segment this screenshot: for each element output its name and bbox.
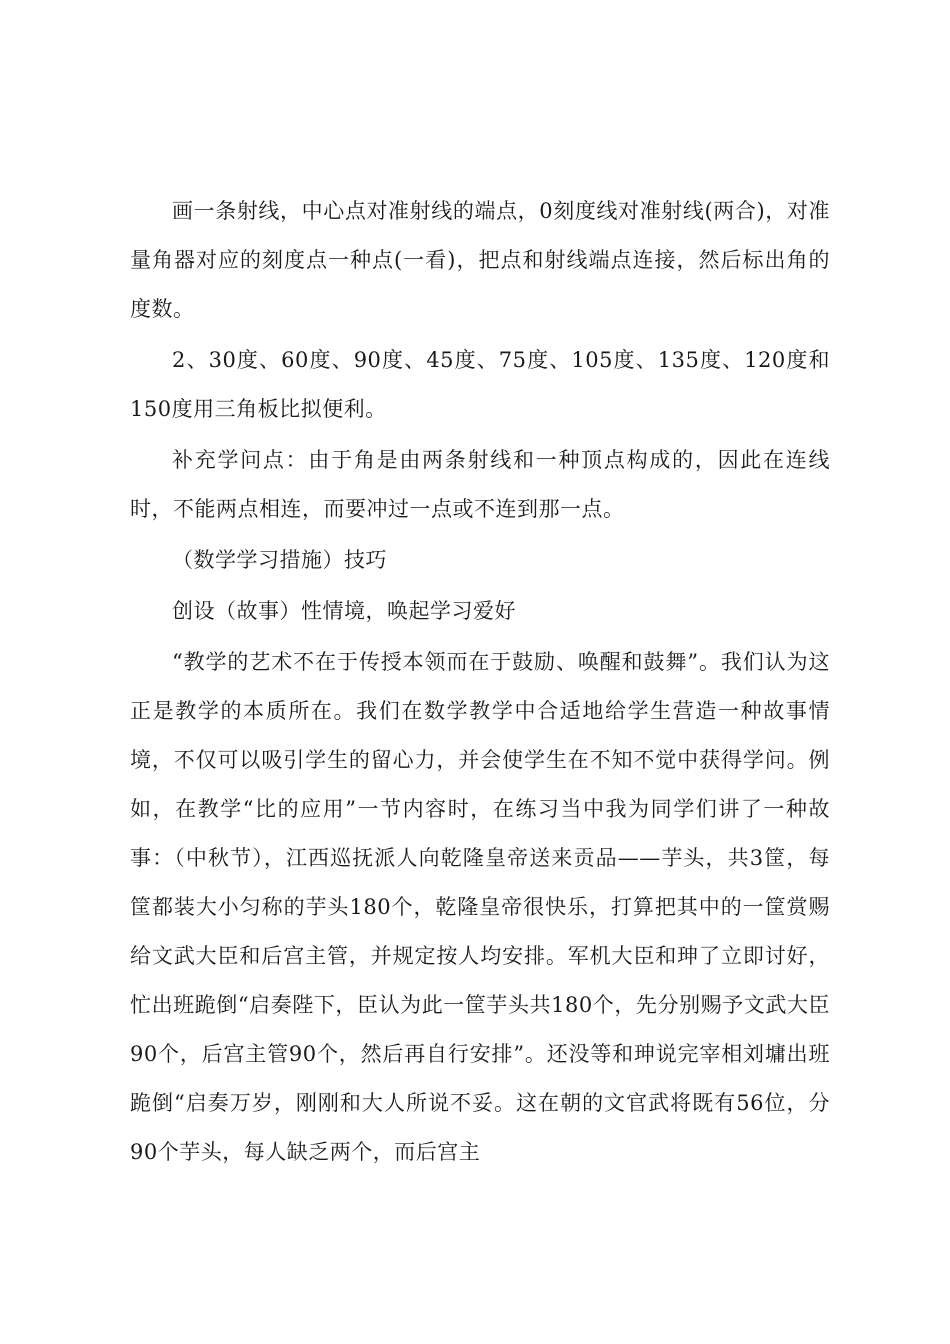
paragraph-triangle-ruler-angles: 2、30度、60度、90度、45度、75度、105度、135度、120度和150度用三角板比拟便利。 [130, 348, 830, 421]
paragraph-story-example: “教学的艺术不在于传授本领而在于鼓励、唤醒和鼓舞”。我们认为这正是教学的本质所在。我们在数学教学中合适地给学生营造一种故事情境，不仅可以吸引学生的留心力，并会使学生在不知不觉中获得学问。例如，在教学“比的应用”一节内容时，在练习当中我为同学们讲了一种故事：（中秋节），江西巡抚派人向乾隆皇帝送来贡品——芋头，共3筐，每筐都装大小匀称的芋头180个，乾隆皇帝很快乐，打算把其中的一筐赏赐给文武大臣和后宫主管，并规定按人均安排。军机大臣和珅了立即讨好，忙出班跪倒“启奏陛下，臣认为此一筐芋头共180个，先分别赐予文武大臣90个，后宫主管90个，然后再自行安排”。还没等和珅说完宰相刘墉出班跪倒“启奏万岁，刚刚和大人所说不妥。这在朝的文官武将既有56位，分90个芋头，每人缺乏两个，而后宫主 [130, 650, 830, 1164]
section-heading-study-methods: （数学学习措施）技巧 [172, 548, 387, 572]
document-body [130, 187, 830, 1177]
paragraph-supplementary-knowledge: 补充学问点：由于角是由两条射线和一种顶点构成的，因此在连线时，不能两点相连，而要冲过一点或不连到那一点。 [130, 448, 830, 521]
subheading-story-context: 创设（故事）性情境，唤起学习爱好 [172, 599, 516, 623]
paragraph-protractor-steps: 画一条射线，中心点对准射线的端点，0刻度线对准射线(两合)，对准量角器对应的刻度点一种点(一看)，把点和射线端点连接，然后标出角的度数。 [130, 199, 830, 321]
